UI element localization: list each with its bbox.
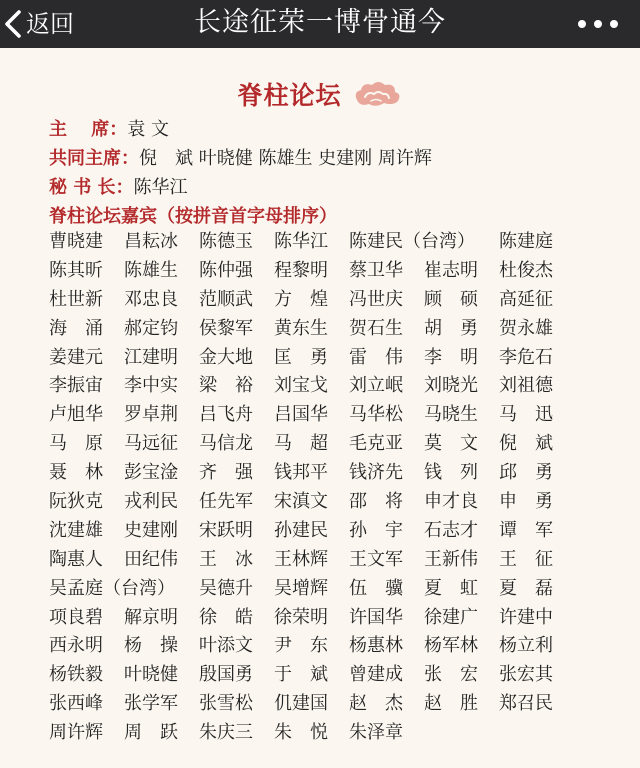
guest-name: 陶惠人 — [49, 548, 103, 570]
guest-name: 邱 勇 — [499, 462, 553, 484]
role-secretary-general — [49, 173, 609, 202]
guest-name: 侯黎军 — [199, 317, 253, 339]
guest-name: 解京明 — [124, 606, 178, 628]
guest-name: 钱 列 — [424, 462, 478, 484]
guest-name: 马晓生 — [424, 404, 478, 426]
guest-name: 陈雄生 — [124, 259, 178, 281]
guest-name: 马 原 — [49, 433, 103, 455]
guest-name: 马远征 — [124, 433, 178, 455]
guest-name: 伍 骥 — [349, 577, 403, 599]
role-label: 共同主席： — [49, 148, 139, 169]
guest-name: 宋跃明 — [199, 519, 253, 541]
guest-name: 贺石生 — [349, 317, 403, 339]
guest-name: 仉建国 — [274, 693, 328, 715]
role-value: 袁 文 — [127, 119, 170, 140]
guest-name: 金大地 — [199, 346, 253, 368]
nav-bar — [0, 0, 640, 48]
guest-name: 王林辉 — [274, 548, 328, 570]
guest-name: 姜建元 — [49, 346, 103, 368]
guest-name: 申 勇 — [499, 491, 553, 513]
guest-name: 刘立岷 — [349, 375, 403, 397]
guest-name: 殷国勇 — [199, 664, 253, 686]
guest-name: 杨惠林 — [349, 635, 403, 657]
guest-name: 邵 将 — [349, 491, 403, 513]
guest-name: 聂 林 — [49, 462, 103, 484]
guest-name: 曾建成 — [349, 664, 403, 686]
guest-name: 徐建广 — [424, 606, 478, 628]
guest-name: 陈仲强 — [199, 259, 253, 281]
guest-name: 马信龙 — [199, 433, 253, 455]
guest-name: 周许辉 — [49, 722, 103, 744]
guest-name: 赵 胜 — [424, 693, 478, 715]
guest-name: 雷 伟 — [349, 346, 403, 368]
guest-name: 杜俊杰 — [499, 259, 553, 281]
role-chair — [49, 115, 609, 144]
guest-name: 王 征 — [499, 548, 553, 570]
guest-name: 项良碧 — [49, 606, 103, 628]
guest-name: 曹晓建 — [49, 231, 103, 252]
guest-name: 戎利民 — [124, 491, 178, 513]
guest-name: 昌耘冰 — [124, 231, 178, 252]
guest-name: 杨铁毅 — [49, 664, 103, 686]
guest-name: 朱庆三 — [199, 722, 253, 744]
guest-name: 沈建雄 — [49, 519, 103, 541]
more-dots-icon — [610, 20, 618, 28]
guest-name: 刘宝戈 — [274, 375, 328, 397]
guest-name: 黄东生 — [274, 317, 328, 339]
guest-name: 于 斌 — [274, 664, 328, 686]
guest-name: 叶添文 — [199, 635, 253, 657]
guest-name: 钱邦平 — [274, 462, 328, 484]
guest-name: 罗卓荆 — [124, 404, 178, 426]
guest-name: 陈建庭 — [499, 231, 553, 252]
guest-name — [499, 719, 574, 748]
guest-name: 梁 裕 — [199, 375, 253, 397]
guest-name: 高延征 — [499, 288, 553, 310]
roles-section — [49, 115, 609, 231]
article-content — [0, 48, 640, 768]
guest-name: 张雪松 — [199, 693, 253, 715]
guest-name: 邓忠良 — [124, 288, 178, 310]
guest-name: 江建明 — [124, 346, 178, 368]
role-label: 主 席： — [49, 119, 128, 140]
guest-name: 毛克亚 — [349, 433, 403, 455]
guest-name: 杨立利 — [499, 635, 553, 657]
back-button[interactable] — [2, 2, 74, 46]
guest-name: 杨 操 — [124, 635, 178, 657]
guest-name: 张西峰 — [49, 693, 103, 715]
guest-name: 吴孟庭（台湾） — [49, 577, 175, 599]
guest-name: 孙建民 — [274, 519, 328, 541]
guest-name: 范顺武 — [199, 288, 253, 310]
guest-name: 尹 东 — [274, 635, 328, 657]
guest-name: 胡 勇 — [424, 317, 478, 339]
guest-name: 徐 皓 — [199, 606, 253, 628]
guest-name: 崔志明 — [424, 259, 478, 281]
guest-name: 钱济先 — [349, 462, 403, 484]
back-label: 返回 — [26, 10, 74, 38]
more-menu-button[interactable] — [578, 12, 618, 36]
guest-name: 卢旭华 — [49, 404, 103, 426]
guest-name: 田纪伟 — [124, 548, 178, 570]
guest-name: 杜世新 — [49, 288, 103, 310]
guest-list — [49, 228, 579, 748]
guest-name: 李 明 — [424, 346, 478, 368]
guest-name: 郑召民 — [499, 693, 553, 715]
guest-name: 徐荣明 — [274, 606, 328, 628]
forum-title: 脊柱论坛 — [237, 81, 342, 110]
guest-name: 朱泽章 — [349, 722, 403, 744]
guest-name: 杨军林 — [424, 635, 478, 657]
guest-name — [424, 719, 499, 748]
guest-name: 刘祖德 — [499, 375, 553, 397]
guest-name: 马华松 — [349, 404, 403, 426]
guest-name: 陈华江 — [274, 231, 328, 252]
guest-list-heading: 脊柱论坛嘉宾（按拼音首字母排序） — [49, 206, 337, 227]
guest-name: 顾 硕 — [424, 288, 478, 310]
guest-name: 匡 勇 — [274, 346, 328, 368]
role-value: 陈华江 — [133, 177, 188, 198]
guest-name: 赵 杰 — [349, 693, 403, 715]
guest-name: 吴德升 — [199, 577, 253, 599]
guest-name: 冯世庆 — [349, 288, 403, 310]
role-value: 倪 斌 叶晓健 陈雄生 史建刚 周许辉 — [139, 148, 432, 169]
guest-name: 王 冰 — [199, 548, 253, 570]
guest-name: 陈德玉 — [199, 231, 253, 252]
role-label: 秘 书 长： — [49, 177, 134, 198]
guest-name: 朱 悦 — [274, 722, 328, 744]
guest-name: 倪 斌 — [499, 433, 553, 455]
guest-name: 许国华 — [349, 606, 403, 628]
guest-name: 夏 磊 — [499, 577, 553, 599]
more-dots-icon — [578, 20, 586, 28]
guest-name: 史建刚 — [124, 519, 178, 541]
guest-name: 莫 文 — [424, 433, 478, 455]
guest-name: 孙 宇 — [349, 519, 403, 541]
guest-name: 石志才 — [424, 519, 478, 541]
guest-name: 陈其昕 — [49, 259, 103, 281]
guest-name: 叶晓健 — [124, 664, 178, 686]
guest-name: 马 超 — [274, 433, 328, 455]
forum-header — [0, 76, 640, 116]
more-dots-icon — [594, 20, 602, 28]
guest-name: 张宏其 — [499, 664, 553, 686]
guest-name: 陈建民（台湾） — [349, 231, 475, 252]
guest-name: 吕飞舟 — [199, 404, 253, 426]
guest-name: 刘晓光 — [424, 375, 478, 397]
guest-name: 张 宏 — [424, 664, 478, 686]
guest-name: 李中实 — [124, 375, 178, 397]
guest-name: 任先军 — [199, 491, 253, 513]
guest-name: 张学军 — [124, 693, 178, 715]
guest-name: 马 迅 — [499, 404, 553, 426]
guest-name: 王文军 — [349, 548, 403, 570]
guest-name: 吕国华 — [274, 404, 328, 426]
guest-name: 申才良 — [424, 491, 478, 513]
guest-name: 李危石 — [499, 346, 553, 368]
guest-name: 方 煌 — [274, 288, 328, 310]
guest-name: 齐 强 — [199, 462, 253, 484]
guest-name: 王新伟 — [424, 548, 478, 570]
guest-name: 谭 军 — [499, 519, 553, 541]
guest-name: 周 跃 — [124, 722, 178, 744]
guest-name: 蔡卫华 — [349, 259, 403, 281]
guest-name: 贺永雄 — [499, 317, 553, 339]
guest-name: 西永明 — [49, 635, 103, 657]
guest-name: 海 涌 — [49, 317, 103, 339]
cloud-ornament-icon — [351, 78, 403, 110]
guest-name: 郝定钧 — [124, 317, 178, 339]
guest-name: 阮狄克 — [49, 491, 103, 513]
role-co-chairs — [49, 144, 609, 173]
guest-name: 宋滇文 — [274, 491, 328, 513]
guest-name: 吴增辉 — [274, 577, 328, 599]
back-chevron-icon — [2, 9, 24, 39]
guest-name: 程黎明 — [274, 259, 328, 281]
guest-name: 许建中 — [499, 606, 553, 628]
guest-name: 李振宙 — [49, 375, 103, 397]
guest-name: 夏 虹 — [424, 577, 478, 599]
guest-name: 彭宝淦 — [124, 462, 178, 484]
page-title: 长途征荣一博骨通今 — [194, 7, 446, 38]
